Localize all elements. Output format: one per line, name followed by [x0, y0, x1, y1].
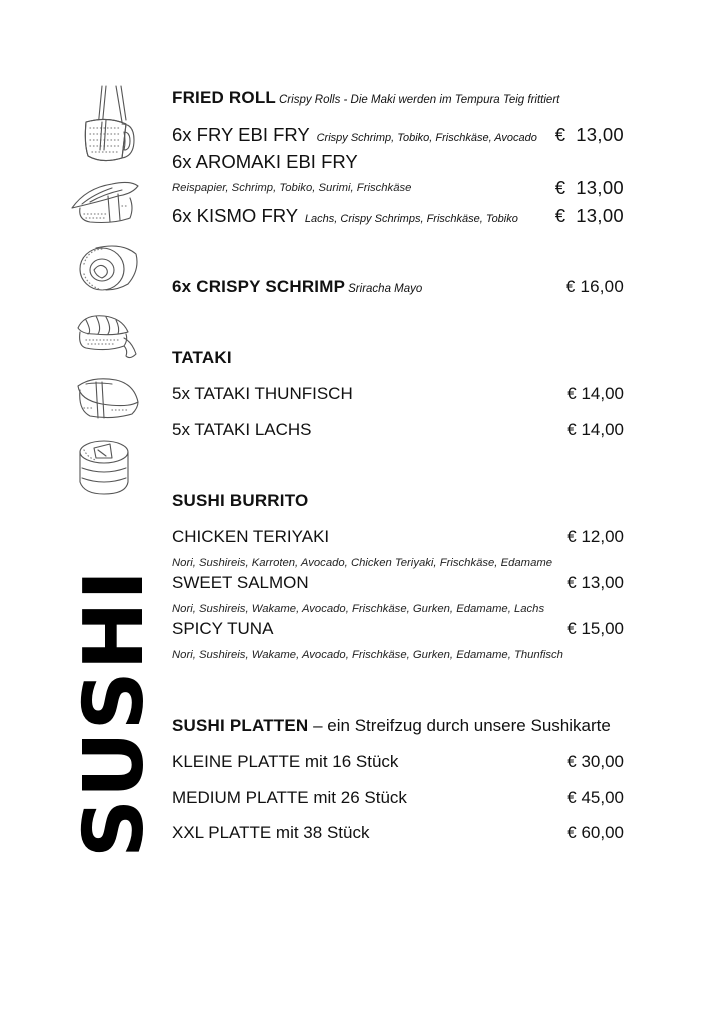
item-price: € 13,00: [554, 124, 624, 145]
maki-roll-icon: [76, 240, 140, 294]
menu-item: [172, 420, 624, 440]
item-name: SWEET SALMON: [172, 573, 309, 592]
item-name: 6x KISMO FRY: [172, 205, 298, 226]
section-title: SUSHI PLATTEN: [172, 716, 309, 735]
item-price: € 16,00: [565, 277, 624, 296]
section-header-sushi-burrito: [172, 491, 624, 511]
item-price: € 13,00: [554, 205, 624, 226]
menu-item: [172, 205, 624, 227]
section-header-sushi-platten: [172, 716, 652, 736]
item-description: Crispy Schrimp, Tobiko, Frischkäse, Avocado: [316, 132, 537, 144]
menu-item: [172, 788, 624, 808]
section-title: TATAKI: [172, 348, 232, 367]
item-description: Nori, Sushireis, Wakame, Avocado, Frischkäse, Gurken, Edamame, Lachs: [172, 603, 545, 615]
item-name: 6x FRY EBI FRY: [172, 124, 310, 145]
item-description: Sriracha Mayo: [348, 283, 423, 295]
menu-item-crispy-schrimp: [172, 277, 624, 297]
item-price: € 13,00: [554, 177, 624, 198]
menu-item: [172, 619, 624, 639]
section-header-fried-roll: [172, 88, 624, 108]
item-name: 6x AROMAKI EBI FRY: [172, 151, 358, 172]
item-name: 5x TATAKI THUNFISCH: [172, 384, 353, 403]
item-price: € 15,00: [567, 619, 624, 638]
menu-item: [172, 384, 624, 404]
item-name: SPICY TUNA: [172, 619, 274, 638]
item-price: € 14,00: [567, 384, 624, 403]
menu-item-description-row: [172, 178, 624, 196]
item-price: € 45,00: [567, 788, 624, 807]
section-title: FRIED ROLL: [172, 88, 276, 107]
section-header-tataki: [172, 348, 624, 368]
item-name: MEDIUM PLATTE mit 26 Stück: [172, 788, 407, 807]
menu-item: [172, 124, 624, 146]
item-price: € 14,00: [567, 420, 624, 439]
item-name: 6x CRISPY SCHRIMP: [172, 277, 346, 296]
item-description: Nori, Sushireis, Wakame, Avocado, Frischkäse, Gurken, Edamame, Thunfisch: [172, 649, 563, 661]
sushi-roll-with-chopsticks-icon: [80, 84, 140, 166]
item-description-row: [172, 553, 624, 571]
menu-item: [172, 573, 624, 593]
item-price: € 60,00: [567, 823, 624, 842]
item-description: Nori, Sushireis, Karroten, Avocado, Chicken Teriyaki, Frischkäse, Edamame: [172, 557, 553, 569]
item-price: € 12,00: [567, 527, 624, 546]
item-description-row: [172, 645, 624, 663]
shrimp-nigiri-icon: [74, 310, 140, 364]
item-description: Reispapier, Schrimp, Tobiko, Surimi, Frischkäse: [172, 182, 412, 194]
item-name: CHICKEN TERIYAKI: [172, 527, 330, 546]
item-description-row: [172, 599, 624, 617]
item-price: € 13,00: [567, 573, 624, 592]
section-title: SUSHI BURRITO: [172, 491, 309, 510]
menu-item: [172, 151, 624, 173]
salmon-nigiri-icon: [68, 176, 142, 226]
gunkan-maki-icon: [76, 438, 134, 496]
section-subtitle: Crispy Rolls - Die Maki werden im Tempura Teig frittiert: [279, 94, 560, 106]
menu-item: [172, 752, 624, 772]
menu-item: [172, 823, 624, 843]
item-name: KLEINE PLATTE mit 16 Stück: [172, 752, 399, 771]
item-name: 5x TATAKI LACHS: [172, 420, 312, 439]
menu-item: [172, 527, 624, 547]
item-price: € 30,00: [567, 752, 624, 771]
tamago-nigiri-icon: [72, 374, 142, 422]
item-description: Lachs, Crispy Schrimps, Frischkäse, Tobiko: [304, 213, 518, 225]
page-title: SUSHI: [67, 569, 162, 858]
section-tagline: – ein Streifzug durch unsere Sushikarte: [308, 716, 611, 735]
item-name: XXL PLATTE mit 38 Stück: [172, 823, 370, 842]
